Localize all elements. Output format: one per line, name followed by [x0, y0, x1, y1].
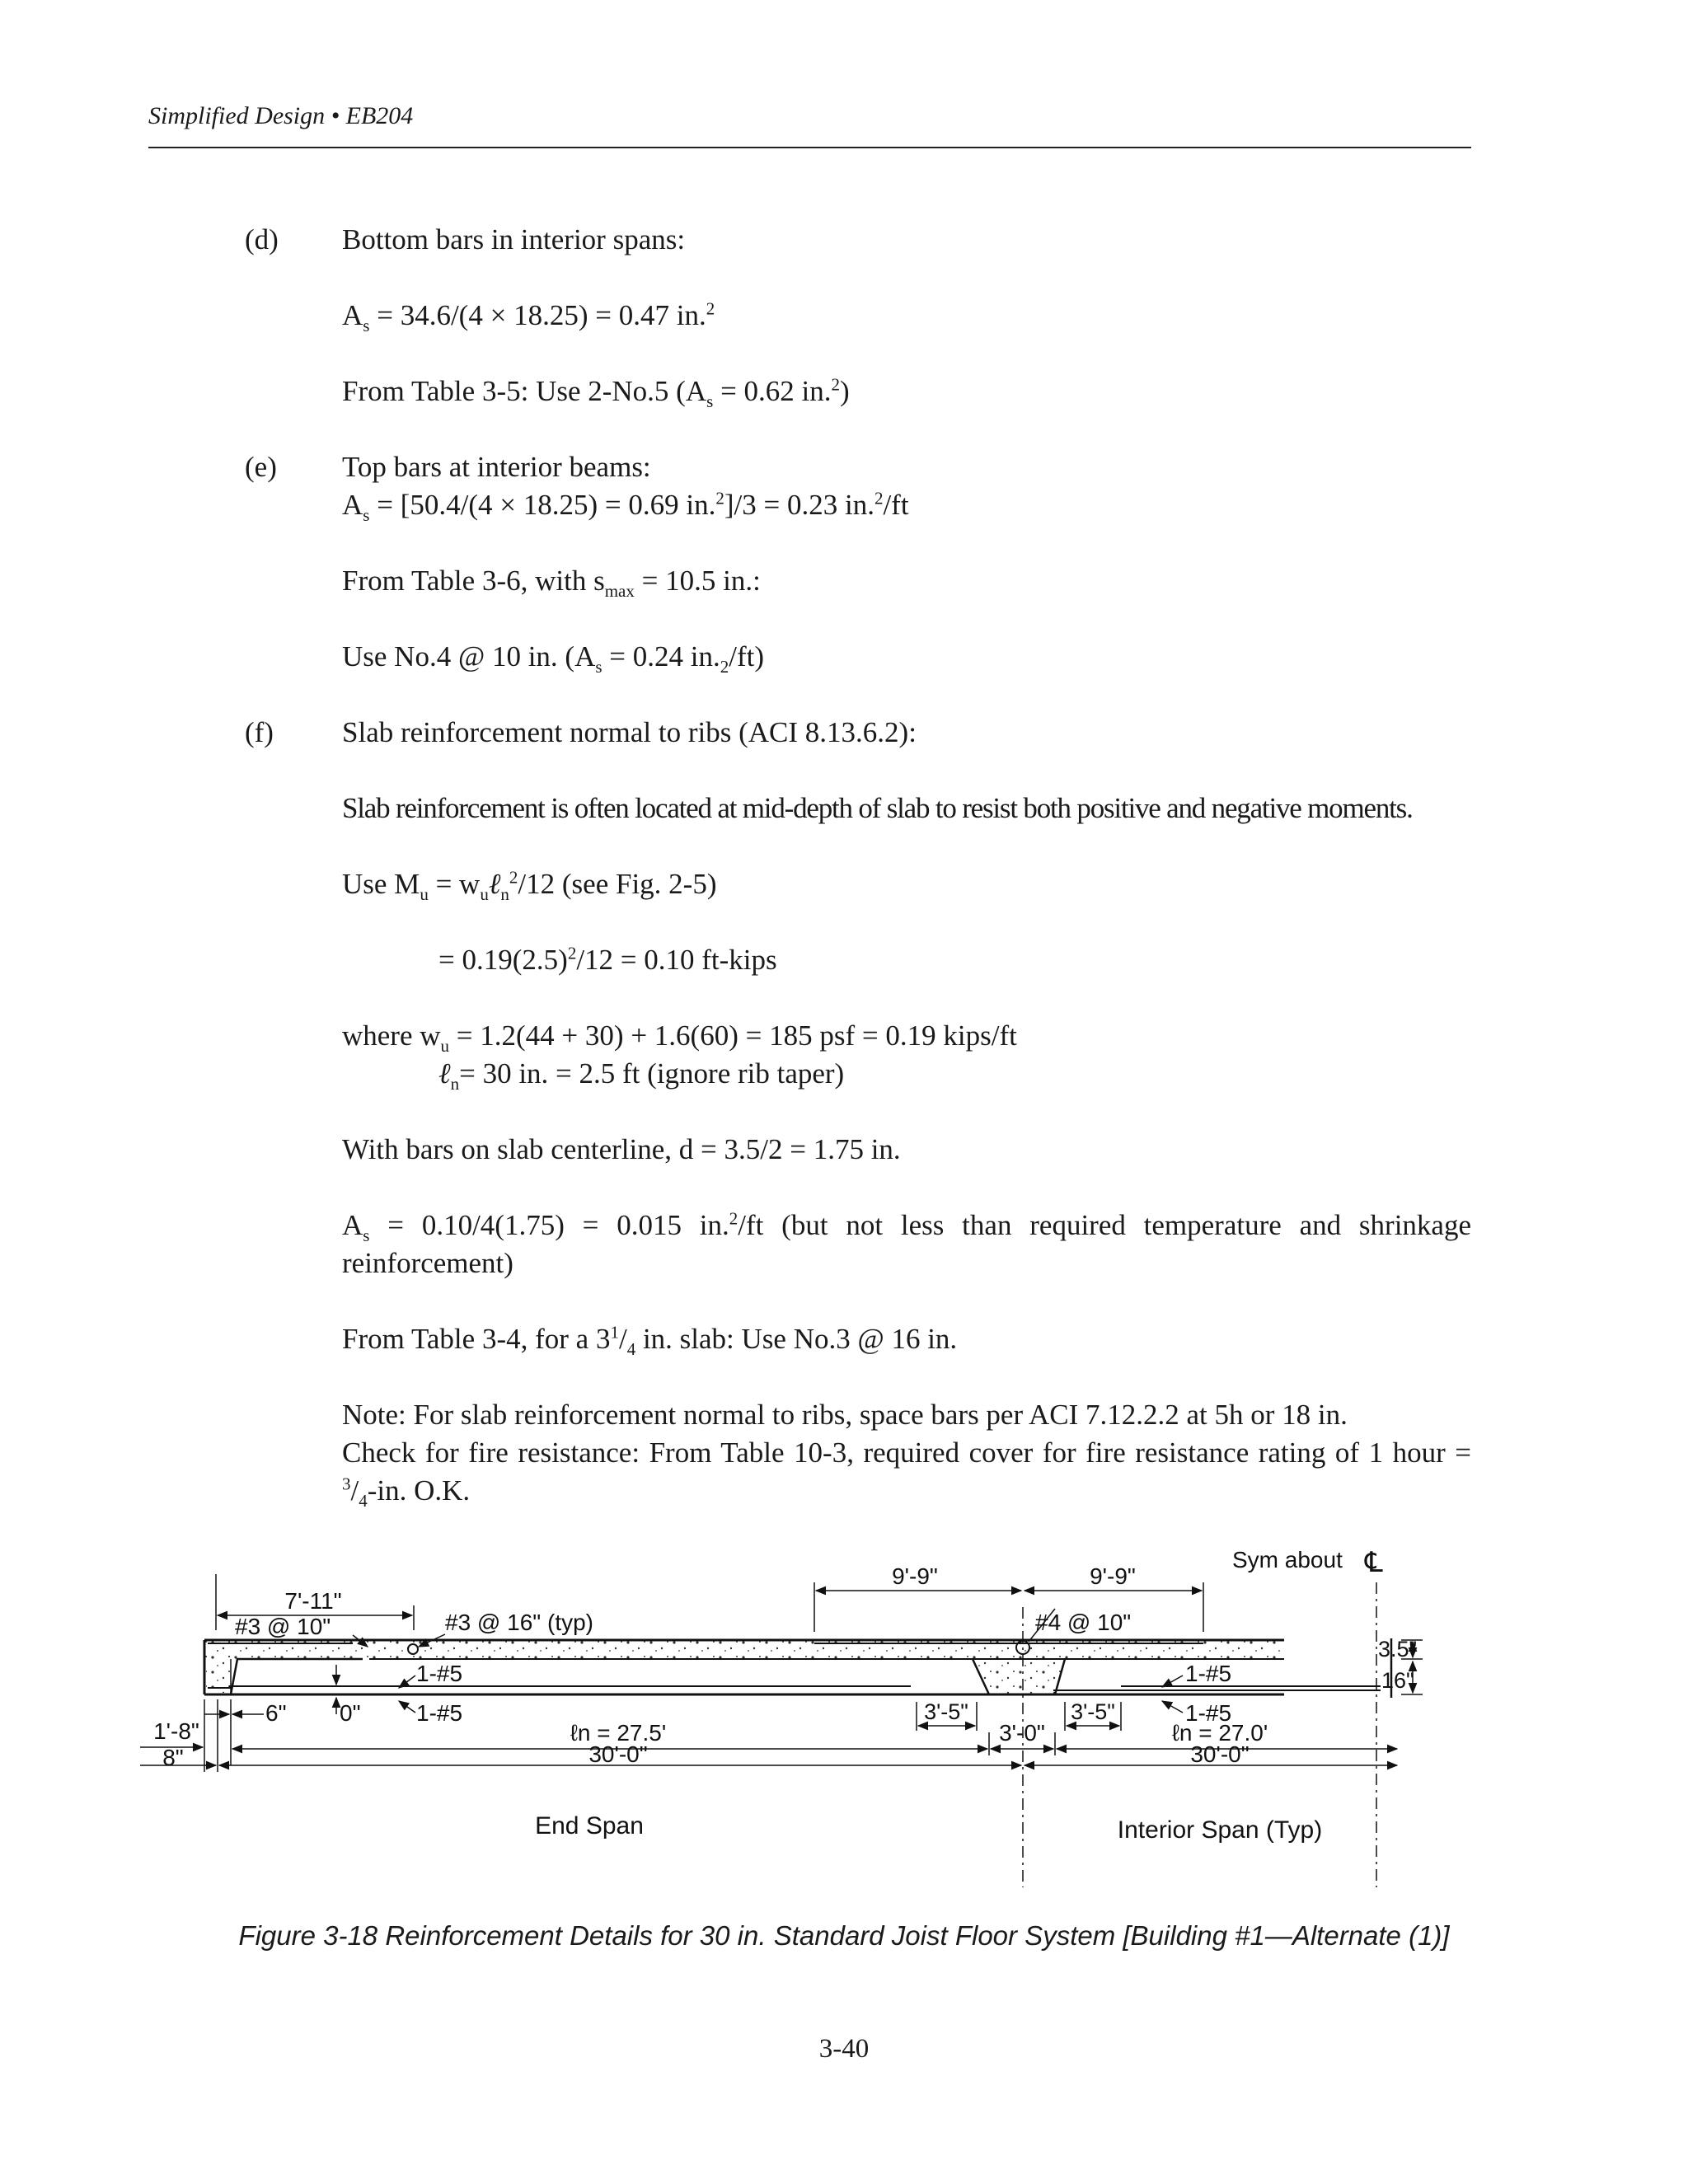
dim-6-in: 6" — [265, 1700, 287, 1726]
item-f-fire-check: Check for fire resistance: From Table 10-3, required cover for fire resistance rating of 1 hour = $^3/_4-in$. O.K. — [342, 1436, 1471, 1511]
item-e-use-bars: Use No.4 @ 10 in. ($A_s = 0.24$ $in._2/ft$) — [342, 640, 765, 677]
centerline-symbol: ℄ — [1365, 1549, 1383, 1578]
dim-span-end: 30'-0" — [588, 1741, 648, 1767]
header-rule — [148, 147, 1471, 148]
dim-3-5-ft-right: 3'-5" — [1071, 1699, 1115, 1724]
item-label-e: (e) — [245, 451, 277, 483]
label-end-span: End Span — [535, 1812, 644, 1840]
item-d-as-equation: $A_s = 34.6/(4 \times 18.25) = 0.47$ in.$^2$ — [342, 298, 715, 335]
dim-9-9-left: 9'-9" — [892, 1563, 938, 1589]
figure-caption: Figure 3-18 Reinforcement Details for 30 in. Standard Joist Floor System [Building #1—Alternate (1)] — [238, 1920, 1450, 1951]
label-sym-about: Sym about — [1232, 1549, 1343, 1572]
label-bar-3-16: #3 @ 16" (typ) — [445, 1610, 593, 1635]
running-head: Simplified Design • EB204 — [148, 102, 414, 129]
item-e-heading: Top bars at interior beams: — [342, 451, 651, 483]
label-bar-3-10: #3 @ 10" — [235, 1614, 331, 1639]
item-f-note-midDepth: Slab reinforcement is often located at mid-depth of slab to resist both positive and negative moments. — [342, 792, 1413, 824]
end-beam-concrete — [206, 1642, 231, 1693]
item-label-f: (f) — [245, 716, 274, 748]
item-e-as-equation: $A_s = [50.4/(4 \times 18.25) = 0.69$ in.$^2$]/3 = 0.23 in.$^2$/ft — [342, 488, 909, 525]
item-f-d-line: With bars on slab centerline, d = 3.5/2 = 1.75 in. — [342, 1133, 901, 1165]
dim-0-in: 0" — [340, 1700, 361, 1726]
label-interior-span: Interior Span (Typ) — [1117, 1816, 1323, 1844]
label-bar-1-5-d: 1-#5 — [1185, 1700, 1232, 1726]
dim-9-9-right: 9'-9" — [1090, 1563, 1136, 1589]
reinforcement-figure — [140, 1549, 1426, 1896]
item-f-table-3-4: From Table 3-4, for a $3^1/_4$ in. slab: Use No.3 @ 16 in. — [342, 1322, 958, 1359]
item-d-use-bars: From Table 3-5: Use 2-No.5 ($A_s = 0.62$ in.$^2$) — [342, 374, 850, 411]
dim-7-11: 7'-11" — [284, 1588, 342, 1614]
item-f-wu-definition: where $w_u = 1.2(44 + 30) + 1.6(60) = 185$ psf = 0.19 kips/ft — [342, 1019, 1017, 1056]
label-bar-1-5-a: 1-#5 — [416, 1661, 463, 1686]
item-f-heading: Slab reinforcement normal to ribs (ACI 8.13.6.2): — [342, 716, 917, 748]
dim-3-5-in: 3.5" — [1378, 1637, 1418, 1661]
label-bar-1-5-b: 1-#5 — [416, 1700, 463, 1726]
dim-1-8: 1'-8" — [153, 1718, 199, 1744]
dim-8-in: 8" — [162, 1745, 184, 1770]
label-bar-1-5-c: 1-#5 — [1185, 1661, 1232, 1686]
item-e-table-ref: From Table 3-6, with $s_{max} = 10.5$ in.: — [342, 565, 761, 601]
dim-ln-end: ℓn = 27.5' — [570, 1720, 667, 1746]
page-number: 3-40 — [818, 2034, 870, 2064]
item-f-as-equation: $A_s = 0.10/4(1.75) = 0.015$ in.$^2$/ft (but not less than required temperature and shrinkage reinforcement) — [342, 1208, 1471, 1279]
item-f-ln-definition: ℓ$_n$= 30 in. = 2.5 ft (ignore rib taper) — [438, 1057, 845, 1094]
item-f-mu-calc: = $0.19(2.5)^2/12 = 0.10$ ft-kips — [438, 943, 777, 976]
item-d-heading: Bottom bars in interior spans: — [342, 223, 686, 255]
item-f-mu-equation: Use $M_u$ = $w_u\ell_n^2/12$ (see Fig. 2-5) — [342, 867, 717, 904]
dim-span-int: 30'-0" — [1190, 1741, 1250, 1767]
dim-16-in: 16" — [1381, 1668, 1414, 1693]
dim-3-5-ft-left: 3'-5" — [924, 1699, 968, 1724]
dim-ln-int: ℓn = 27.0' — [1171, 1720, 1268, 1746]
pan-form-end — [231, 1659, 363, 1694]
reinforcement-drawing — [140, 1549, 1426, 1896]
label-bar-4-10: #4 @ 10" — [1035, 1610, 1132, 1635]
item-f-spacing-note: Note: For slab reinforcement normal to ribs, space bars per ACI 7.12.2.2 at 5h or 18 in. — [342, 1399, 1348, 1431]
item-label-d: (d) — [245, 223, 279, 255]
dim-3-0: 3'-0" — [999, 1720, 1045, 1746]
